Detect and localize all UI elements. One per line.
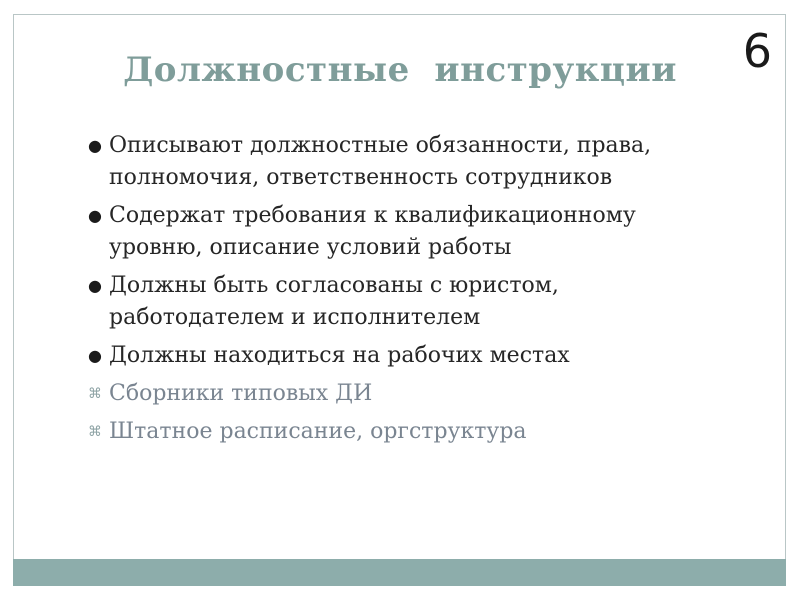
footer-bar: [13, 559, 786, 586]
bullet-item: [88, 340, 728, 372]
bullet-item-secondary: [88, 416, 728, 448]
bullet-item-secondary: [88, 378, 728, 410]
slide-title: Должностные инструкции: [123, 50, 677, 90]
filled-circle-icon: ●: [88, 206, 102, 225]
bullet-text: Сборники типовых ДИ: [109, 381, 373, 406]
filled-circle-icon: ●: [88, 136, 102, 155]
bullet-list: [88, 130, 728, 454]
bullet-text: Должны находиться на рабочих местах: [109, 343, 570, 368]
bullet-item: [88, 200, 728, 264]
quatrefoil-icon: ⌘: [88, 424, 102, 440]
filled-circle-icon: ●: [88, 276, 102, 295]
quatrefoil-icon: ⌘: [88, 386, 102, 402]
bullet-text: Штатное расписание, оргструктура: [109, 419, 527, 444]
bullet-item: [88, 130, 728, 194]
bullet-text: Должны быть согласованы с юристом, работодателем и исполнителем: [109, 273, 559, 330]
bullet-text: Содержат требования к квалификационному уровню, описание условий работы: [109, 203, 636, 260]
filled-circle-icon: ●: [88, 346, 102, 365]
page-number: 6: [742, 24, 772, 78]
bullet-text: Описывают должностные обязанности, права, полномочия, ответственность сотрудников: [109, 133, 652, 190]
bullet-item: [88, 270, 728, 334]
